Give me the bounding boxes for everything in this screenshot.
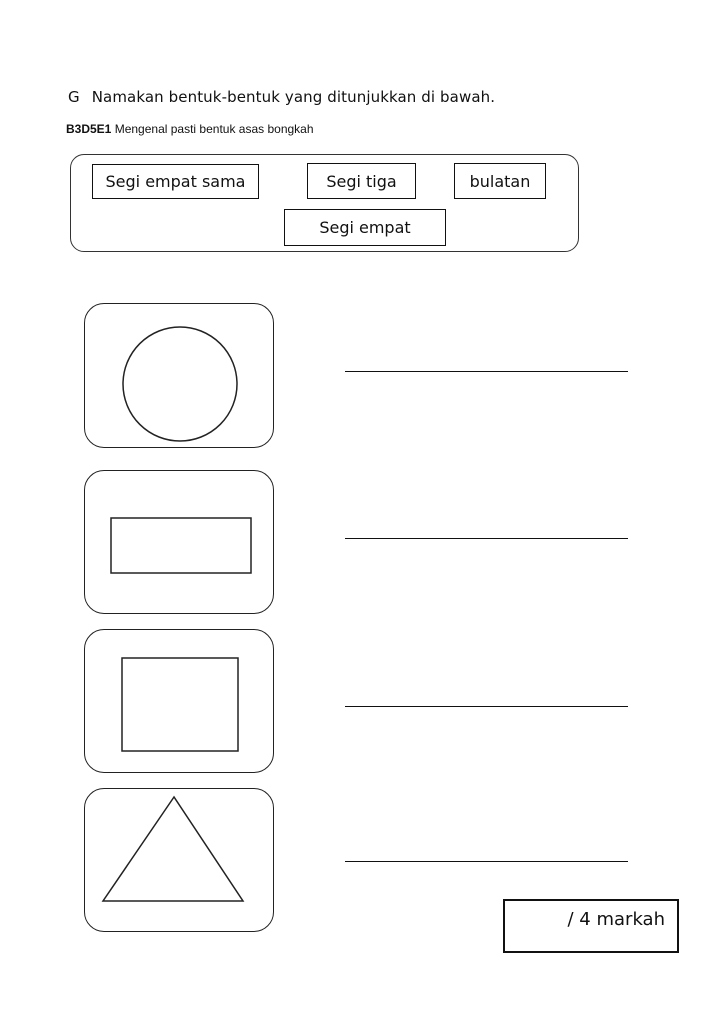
score-box <box>503 899 679 953</box>
objective-code: B3D5E1 <box>66 122 112 136</box>
shape-card-1 <box>84 303 274 448</box>
triangle-icon <box>84 788 274 932</box>
instruction-text: Namakan bentuk-bentuk yang ditunjukkan di bawah. <box>91 88 496 106</box>
answer-line-1[interactable] <box>345 371 628 372</box>
word-bank-item: Segi empat <box>284 209 446 246</box>
shape-card-4 <box>84 788 274 932</box>
score-label: / 4 markah <box>567 909 665 930</box>
rectangle-icon <box>84 470 274 614</box>
shape-card-2 <box>84 470 274 614</box>
section-letter: G <box>68 88 80 106</box>
circle-icon <box>84 303 274 448</box>
answer-line-2[interactable] <box>345 538 628 539</box>
learning-objective <box>66 122 314 136</box>
shape-card-3 <box>84 629 274 773</box>
word-bank-item: bulatan <box>454 163 546 199</box>
answer-line-4[interactable] <box>345 861 628 862</box>
word-bank-item: Segi tiga <box>307 163 416 199</box>
word-bank-item: Segi empat sama <box>92 164 259 199</box>
square-icon <box>84 629 274 773</box>
answer-line-3[interactable] <box>345 706 628 707</box>
objective-text: Mengenal pasti bentuk asas bongkah <box>114 122 314 136</box>
section-instruction <box>68 88 495 106</box>
